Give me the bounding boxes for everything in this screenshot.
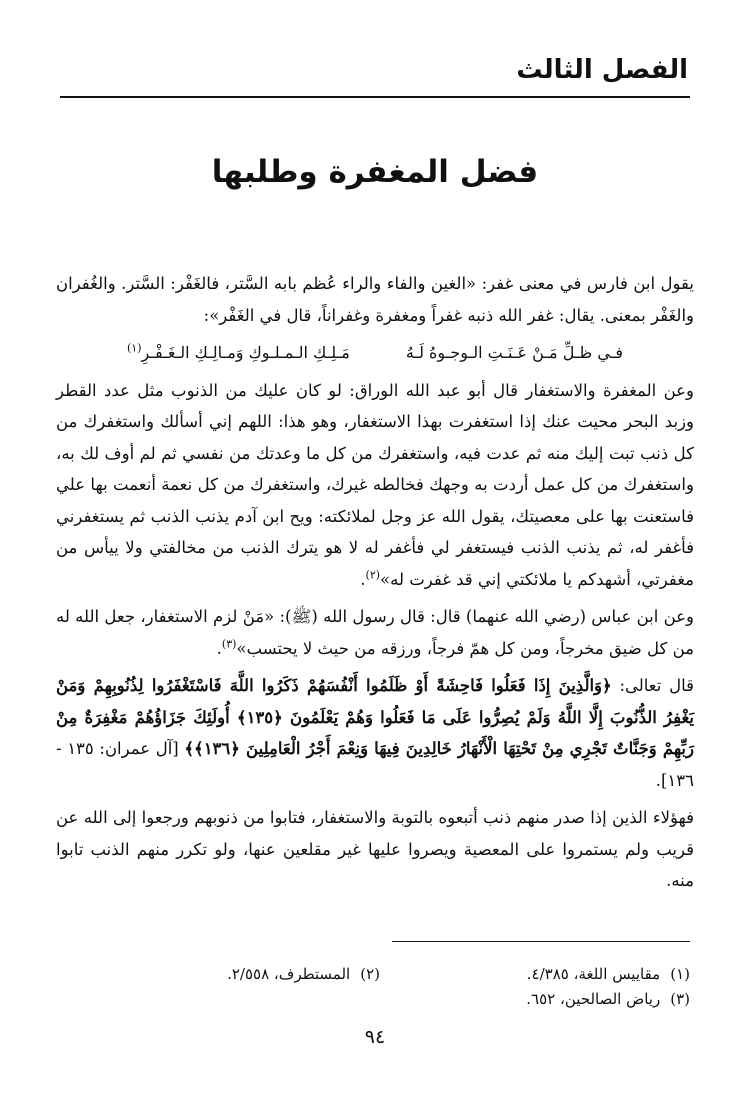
paragraph-conclusion-text: فهؤلاء الذين إذا صدر منهم ذنب أتبعوه بالتوبة والاستغفار، فتابوا من ذنوبهم ورجعوا إلى الله عن قريب ولم يستمروا على المعصية ويصروا عليها غير مقلعين عنها، ولو تكرر منهم الذنب تابوا منه. bbox=[56, 808, 694, 890]
footnote-ref-3: (٣) bbox=[221, 637, 237, 650]
quran-reference: [آل عمران: ١٣٥ - ١٣٦]. bbox=[56, 739, 694, 790]
footnotes bbox=[60, 962, 690, 1012]
footnote-3 bbox=[380, 987, 690, 1012]
footnote-text: مقاييس اللغة، ٤/٣٨٥. bbox=[526, 965, 661, 983]
paragraph-warraq-end: . bbox=[360, 569, 366, 589]
footnote-text: المستطرف، ٢/٥٥٨. bbox=[227, 965, 351, 983]
poetry-verse bbox=[56, 337, 694, 369]
paragraph-ibn-abbas bbox=[56, 601, 694, 664]
main-text bbox=[56, 268, 694, 903]
quran-intro: قال تعالى: bbox=[611, 676, 694, 695]
paragraph-ibn-faris bbox=[56, 268, 694, 331]
footnote-2 bbox=[70, 962, 380, 987]
paragraph-warraq bbox=[56, 375, 694, 596]
footnote-ref-2: (٢) bbox=[365, 568, 381, 581]
verse-first-hemistich: فـي ظـلِّ مَـنْ عَـنَـتِ الـوجـوهُ لَـهُ bbox=[405, 343, 623, 362]
chapter-label: الفصل الثالث bbox=[516, 55, 688, 85]
footnote-text: رياض الصالحين، ٦٥٢. bbox=[526, 990, 661, 1008]
paragraph-quran-verse bbox=[56, 670, 694, 796]
paragraph-ibn-abbas-end: . bbox=[216, 638, 222, 658]
page-number: ٩٤ bbox=[364, 1026, 386, 1048]
footnote-ref-1: (١) bbox=[127, 341, 142, 355]
footnote-1 bbox=[380, 962, 690, 987]
footnote-number: (٢) bbox=[360, 965, 380, 983]
chapter-title: فضل المغفرة وطلبها bbox=[211, 154, 539, 190]
footnote-number: (١) bbox=[670, 965, 690, 983]
chapter-header-rule bbox=[60, 96, 690, 98]
verse-second-hemistich: مَـلِـكِ الـمـلـوكِ وَمـالِـكِ الـغَـفْـرِ bbox=[141, 343, 350, 362]
paragraph-ibn-faris-text: يقول ابن فارس في معنى غفر: «الغين والفاء والراء عُظم بابه السَّتر، فالغَفْر: السَّتر. والغُفران والغَفْر بمعنى. يقال: غفر الله ذنبه غفراً ومغفرة وغفراناً، قال في الغَفْر»: bbox=[56, 274, 694, 325]
quran-text: ﴿وَالَّذِينَ إِذَا فَعَلُوا فَاحِشَةً أَوْ ظَلَمُوا أَنْفُسَهُمْ ذَكَرُوا اللَّهَ فَاسْتَغْفَرُوا لِذُنُوبِهِمْ وَمَنْ يَغْفِرُ الذُّنُوبَ إِلَّا اللَّهُ وَلَمْ يُصِرُّوا عَلَى مَا فَعَلُوا وَهُمْ يَعْلَمُونَ ﴿١٣٥﴾ أُولَئِكَ جَزَاؤُهُمْ مَغْفِرَةٌ مِنْ رَبِّهِمْ وَجَنَّاتٌ تَجْرِي مِنْ تَحْتِهَا الْأَنْهَارُ خَالِدِينَ فِيهَا وَنِعْمَ أَجْرُ الْعَامِلِينَ ﴿١٣٦﴾﴾ bbox=[56, 676, 694, 758]
footnote-number: (٣) bbox=[670, 990, 690, 1008]
footnote-row bbox=[60, 962, 690, 987]
paragraph-conclusion bbox=[56, 802, 694, 897]
footnote-row bbox=[60, 987, 690, 1012]
paragraph-ibn-abbas-text: وعن ابن عباس (رضي الله عنهما) قال: قال رسول الله (ﷺ): «مَنْ لزم الاستغفار، جعل الله له من كل ضيق مخرجاً، ومن كل همّ فرجاً، ورزقه من حيث لا يحتسب» bbox=[56, 607, 694, 658]
paragraph-warraq-text: وعن المغفرة والاستغفار قال أبو عبد الله الوراق: لو كان عليك من الذنوب مثل عدد القطر وزبد البحر محيت عنك إذا استغفرت بهذا الاستغفار، وهو هذا: اللهم إني أسألك واستغفرك من كل ذنب تبت إليك منه ثم عدت فيه، واستغفرك من كل ما وعدتك من نفسي ثم لم أوف لك به، واستغفرك من كل عمل أردت به وجهك فخالطه غيرك، واستغفرك من كل نعمة أنعمت بها علي فاستعنت بها على معصيتك، يقول الله عز وجل لملائكته: ويح ابن آدم يذنب الذنب ثم يستغفرني فأغفر له، ثم يذنب الذنب فيستغفر لي فأغفر له لا هو يترك الذنب من مخالفتي ولا ييأس من مغفرتي، أشهدكم يا ملائكتي إني قد غفرت له» bbox=[56, 380, 694, 589]
footnote-separator bbox=[392, 941, 690, 942]
